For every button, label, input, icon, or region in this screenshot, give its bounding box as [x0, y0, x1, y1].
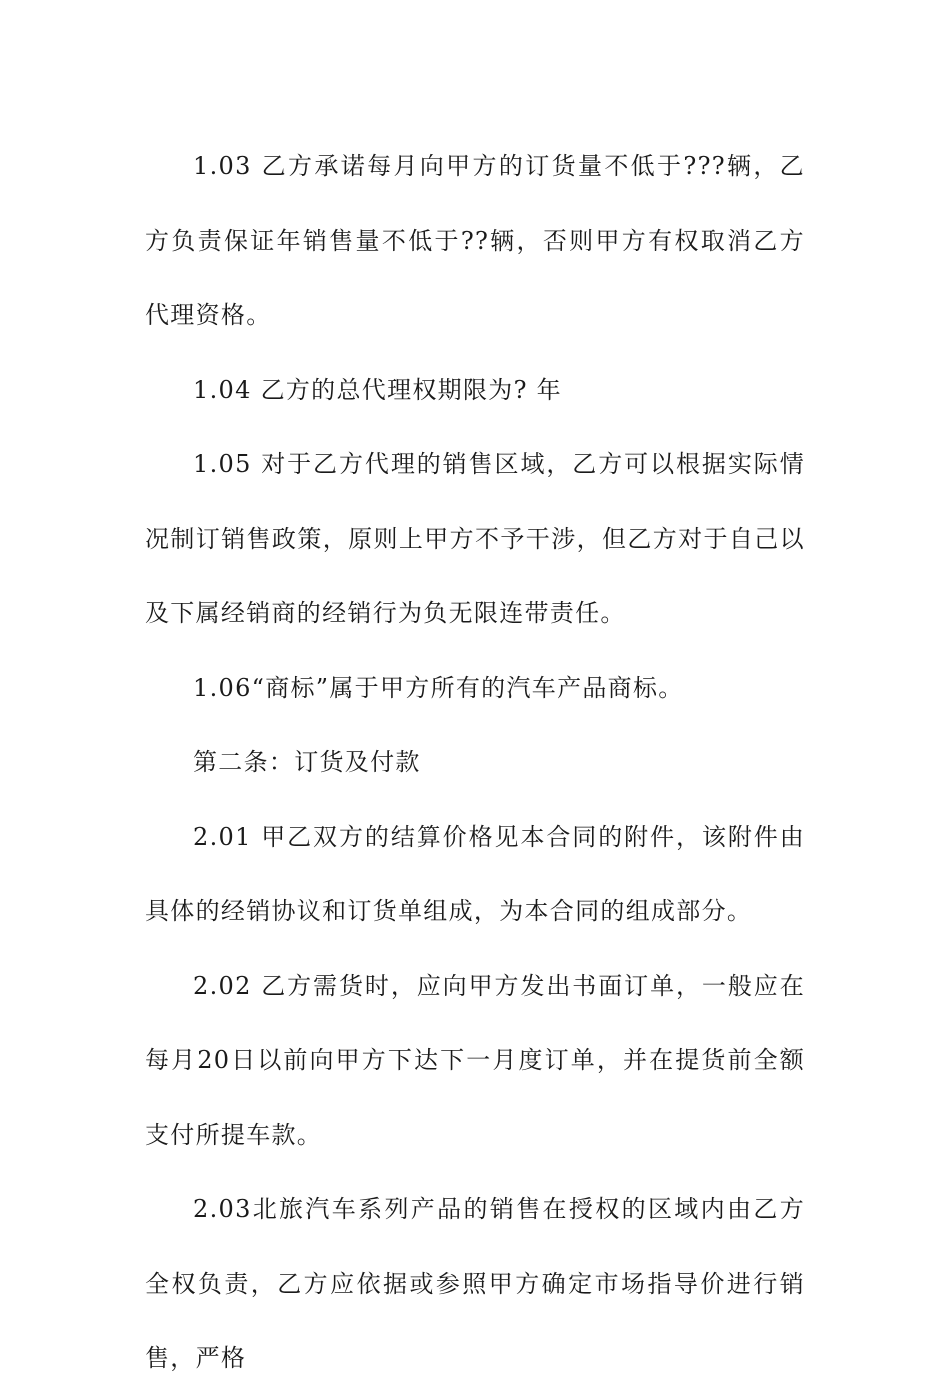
clause-1-04: 1.04 乙方的总代理权期限为? 年 — [193, 375, 562, 404]
clause-2-01: 2.01 甲乙双方的结算价格见本合同的附件，该附件由具体的经销协议和订货单组成，为本合同的组成部分。 — [145, 822, 805, 925]
clause-2-03: 2.03北旅汽车系列产品的销售在授权的区域内由乙方全权负责，乙方应依据或参照甲方确定市场指导价进行销售，严格 — [145, 1195, 805, 1372]
clause-1-03: 1.03 乙方承诺每月向甲方的订货量不低于???辆，乙方负责保证年销售量不低于??辆，否则甲方有权取消乙方代理资格。 — [145, 152, 805, 329]
clause-1-06: 1.06“商标”属于甲方所有的汽车产品商标。 — [193, 673, 684, 702]
clause-2-02: 2.02 乙方需货时，应向甲方发出书面订单，一般应在每月20日以前向甲方下达下一月度订单，并在提货前全额支付所提车款。 — [145, 971, 805, 1149]
contract-text-body — [145, 129, 805, 1396]
section-heading-article-2: 第二条：订货及付款 — [193, 748, 421, 776]
clause-1-05: 1.05 对于乙方代理的销售区域，乙方可以根据实际情况制订销售政策，原则上甲方不予干涉，但乙方对于自己以及下属经销商的经销行为负无限连带责任。 — [145, 450, 805, 627]
